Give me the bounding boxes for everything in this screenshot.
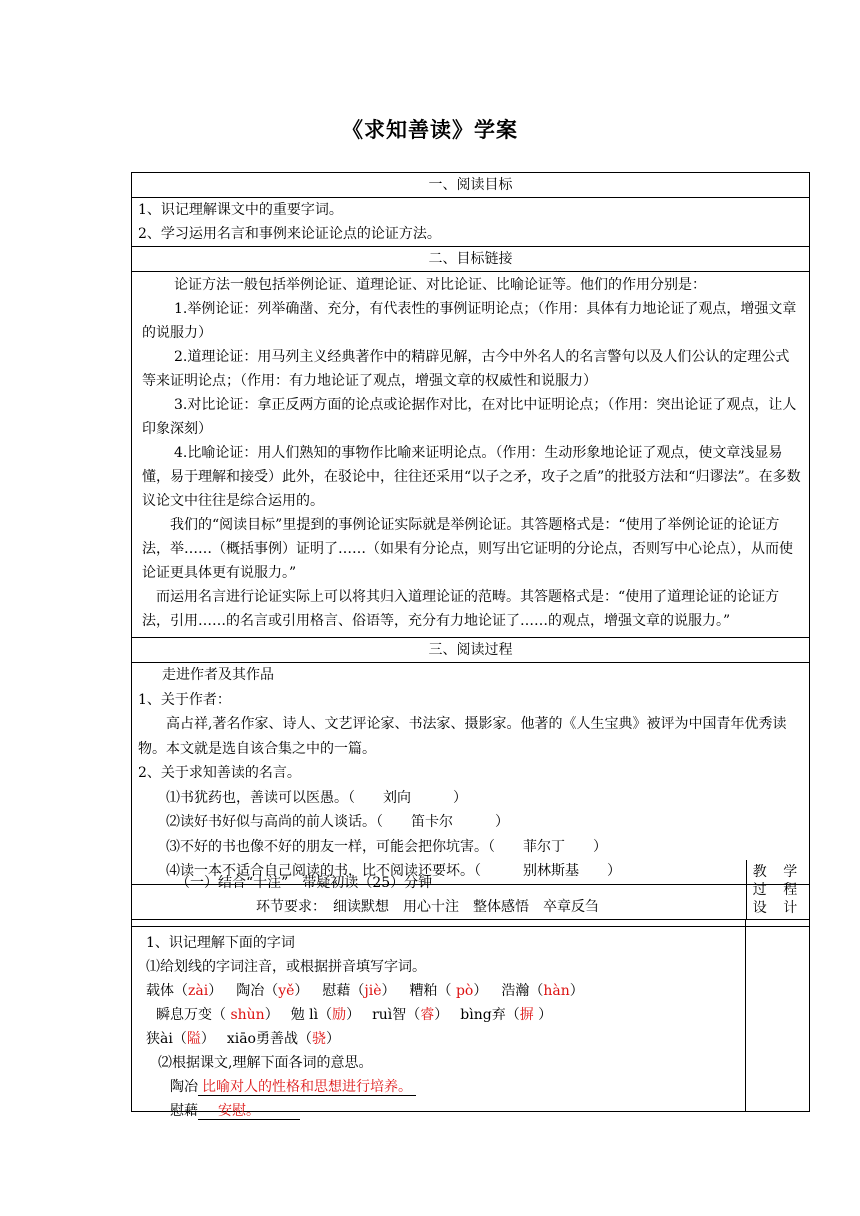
- vocab-word: xiāo勇善战: [226, 1031, 298, 1047]
- link-para: 2.道理论证：用马列主义经典著作中的精辟见解，古今中外名人的名言警句以及人们公认的定理公式等来证明论点；（作用：有力地论证了观点，增强文章的权威性和说服力）: [142, 349, 790, 389]
- goal-item: 1、识记理解课文中的重要字词。: [138, 202, 343, 218]
- about-author-text: 高占祥,著名作家、诗人、文艺评论家、书法家、摄影家。他著的《人生宝典》被评为中国青年优秀读物。本文就是选自该合集之中的一篇。: [138, 716, 787, 757]
- vocab-paren: ）: [200, 1031, 215, 1047]
- vocab-entry: [322, 983, 395, 999]
- vocab-word: 慰藉: [322, 983, 351, 999]
- vocab-paren: （: [505, 1007, 520, 1023]
- vocab-answer: 摒: [519, 1007, 534, 1023]
- step-title: （一）结合“十注” 带疑初读（25）分钟: [176, 875, 433, 891]
- vocab-entry: [236, 983, 308, 999]
- vocab-paren: ）: [208, 983, 223, 999]
- vocab-word: ruì智: [372, 1007, 407, 1023]
- vocab-paren: ）: [381, 983, 396, 999]
- definition-word: 陶冶: [170, 1079, 198, 1095]
- quote-item: ⑷读一本不适合自己阅读的书，比不阅读还要坏。（ 别林斯基 ）: [166, 863, 621, 879]
- vocab-row-2: [146, 1003, 745, 1027]
- vocab-paren: （: [212, 1007, 231, 1023]
- vocab-word: 陶冶: [236, 983, 265, 999]
- vocab-word: 狭ài: [146, 1031, 173, 1047]
- vocab-row-3: [146, 1027, 745, 1051]
- section-header-link: 二、目标链接: [132, 247, 809, 272]
- vocab-answer: pò: [455, 983, 474, 999]
- vocab-entry: [227, 1031, 340, 1047]
- vocab-paren: ）: [473, 983, 488, 999]
- vocab-paren: ）: [346, 1007, 361, 1023]
- vocab-entry: [146, 983, 222, 999]
- link-para: 1.举例论证：列举确凿、充分，有代表性的事例证明论点；（作用：具体有力地论证了观点，增强文章的说服力）: [142, 301, 797, 341]
- side-label: 过 程: [752, 882, 804, 898]
- process-content: [132, 663, 809, 884]
- vocab-entry: [372, 1007, 448, 1023]
- vocab-word: 浩瀚: [501, 983, 530, 999]
- about-author-label: 1、关于作者：: [138, 691, 231, 708]
- goals-content: [132, 198, 809, 247]
- vocab-paren: （: [529, 983, 544, 999]
- side-label: 设 计: [752, 900, 804, 916]
- vocab-paren: ）: [434, 1007, 449, 1023]
- definition-line-1: [146, 1075, 745, 1099]
- vocab-answer: 隘: [186, 1031, 201, 1047]
- vocab-paren: ）: [325, 1031, 340, 1047]
- vocab-entry: [410, 983, 488, 999]
- vocab-word: 勉 lì: [290, 1007, 319, 1023]
- vocab-entry: [146, 1031, 215, 1047]
- link-para: 我们的“阅读目标”里提到的事例论证实际就是举例论证。其答题格式是：“使用了举例论证的论证方法，举……（概括事例）证明了……（如果有分论点，则写出它证明的分论点，否则写中心论点），从而使论证更具体更有说服力。”: [142, 517, 793, 581]
- vocab-paren: ）: [264, 1007, 279, 1023]
- vocab-entry: [501, 983, 583, 999]
- vocab-paren: （: [406, 1007, 421, 1023]
- study-table: [131, 172, 810, 885]
- vocab-paren: （: [437, 983, 456, 999]
- vocab-answer: yě: [278, 983, 295, 999]
- definition-answer: 比喻对人的性格和思想进行培养。: [198, 1079, 416, 1096]
- vocab-row: [131, 926, 810, 1119]
- quote-item: ⑴书犹药也，善读可以医愚。（ 刘向 ）: [166, 789, 467, 806]
- vocab-word: bìng弃: [460, 1007, 506, 1023]
- vocab-word: 糟粕: [409, 983, 438, 999]
- vocab-answer: zài: [188, 983, 209, 999]
- vocab-answer: 骁: [311, 1031, 326, 1047]
- vocab-answer: jiè: [364, 983, 382, 999]
- vocab-cell: [132, 927, 746, 1119]
- step-requirements: 环节要求： 细读默想 用心十注 整体感悟 卒章反刍: [256, 899, 599, 915]
- vocab-paren: （: [297, 1031, 312, 1047]
- document-title: 《求知善读》学案: [342, 117, 518, 142]
- quotes-label: 2、关于求知善读的名言。: [138, 765, 301, 781]
- vocab-paren: （: [350, 983, 365, 999]
- vocab-paren: ）: [533, 1007, 553, 1023]
- side-label: 教 学: [752, 864, 804, 880]
- process-intro: 走进作者及其作品: [162, 667, 274, 683]
- vocab-entry: [291, 1007, 360, 1023]
- section-header-process: 三、阅读过程: [132, 638, 809, 663]
- definition-word: 慰藉: [170, 1103, 198, 1119]
- vocab-word: 载体: [146, 983, 174, 999]
- vocab-paren: （: [318, 1007, 333, 1023]
- vocab-paren: （: [264, 983, 279, 999]
- vocab-word: 瞬息万变: [156, 1007, 212, 1023]
- vocab-paren: ）: [569, 983, 584, 999]
- step-cell: [132, 860, 747, 919]
- definition-line-2: [146, 1099, 745, 1123]
- link-para: 3.对比论证：拿正反两方面的论点或论据作对比，在对比中证明论点；（作用：突出论证了观点，让人印象深刻）: [142, 397, 797, 437]
- vocab-entry: [460, 1007, 552, 1023]
- link-content: [132, 272, 809, 638]
- vocab-entry: [156, 1007, 279, 1023]
- vocab-answer: shùn: [230, 1007, 265, 1023]
- vocab-answer: 励: [332, 1007, 347, 1023]
- vocab-row-1: [146, 979, 745, 1003]
- vocab-paren: （: [174, 983, 188, 999]
- side-label-cell: [746, 860, 810, 919]
- vocab-answer: 睿: [420, 1007, 435, 1023]
- quote-item: ⑵读好书好似与高尚的前人谈话。（ 笛卡尔 ）: [166, 814, 509, 830]
- vocab-paren: ）: [294, 983, 309, 999]
- definition-answer: 安慰。: [198, 1103, 300, 1120]
- link-para: 论证方法一般包括举例论证、道理论证、对比论证、比喻论证等。他们的作用分别是：: [174, 277, 706, 293]
- vocab-instruction-2: ⑵根据课文,理解下面各词的意思。: [158, 1055, 373, 1071]
- quote-item: ⑶不好的书也像不好的朋友一样，可能会把你坑害。（ 菲尔丁 ）: [166, 838, 607, 855]
- vocab-instruction-1: ⑴给划线的字词注音，或根据拼音填写字词。: [146, 959, 426, 975]
- goal-item: 2、学习运用名言和事例来论证论点的论证方法。: [138, 226, 441, 242]
- link-para: 而运用名言进行论证实际上可以将其归入道理论证的范畴。其答题格式是：“使用了道理论证的论证方法，引用……的名言或引用格言、俗语等，充分有力地论证了……的观点，增强文章的说服力。”: [142, 589, 780, 629]
- link-para: 4.比喻论证：用人们熟知的事物作比喻来证明论点。（作用：生动形象地论证了观点，使文章浅显易懂，易于理解和接受）此外，在驳论中，往往还采用“以子之矛，攻子之盾”的批驳方法和“归谬法”。在多数议论文中往往是综合运用的。: [142, 445, 801, 509]
- vocab-title: 1、识记理解下面的字词: [146, 935, 295, 951]
- vocab-paren: （: [172, 1031, 187, 1047]
- section-header-goals: 一、阅读目标: [132, 173, 809, 198]
- vocab-answer: hàn: [543, 983, 570, 999]
- step-row: [131, 860, 810, 920]
